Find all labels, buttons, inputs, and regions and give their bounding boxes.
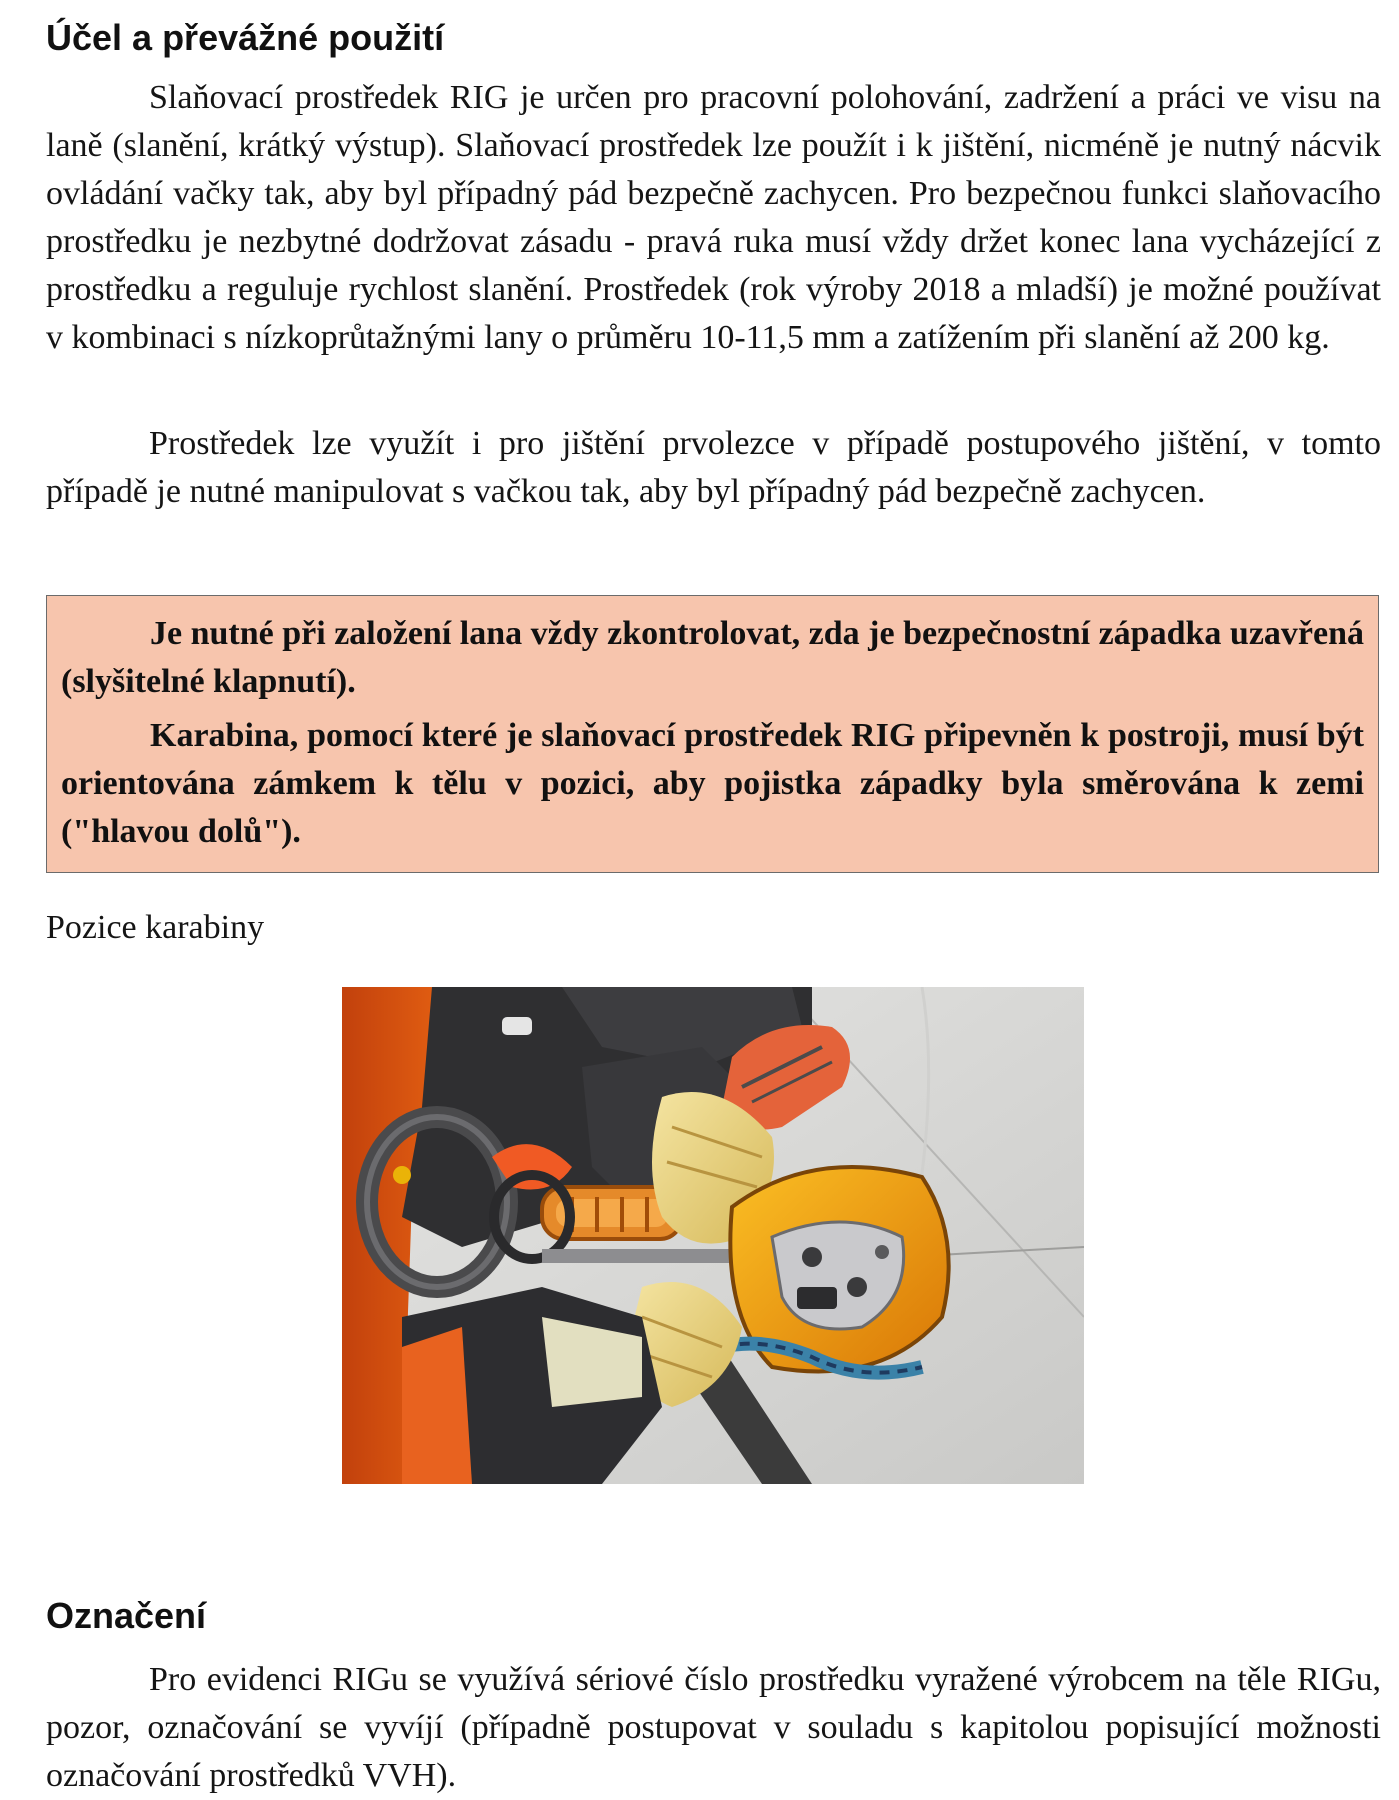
marking-paragraph-1: Pro evidenci RIGu se využívá sériové číslo prostředku vyražené výrobcem na těle RIGu, pozor, označování se vyvíjí (případně postupovat v souladu s kapitolou popisující možnosti označování prostředků VVH). bbox=[46, 1661, 1381, 1794]
purpose-paragraph-2: Prostředek lze využít i pro jištění prvolezce v případě postupového jištění, v tomto případě je nutné manipulovat s vačkou tak, aby byl případný pád bezpečně zachycen. bbox=[46, 425, 1381, 510]
warning-paragraph-latch: Je nutné při založení lana vždy zkontrolovat, zda je bezpečnostní západka uzavřená (slyšitelné klapnutí). bbox=[61, 615, 1364, 700]
purpose-paragraph-1: Slaňovací prostředek RIG je určen pro pracovní polohování, zadržení a práci ve visu na laně (slanění, krátký výstup). Slaňovací prostředek lze použít i k jištění, nicméně je nutný nácvik ovládání vačky tak, aby byl případný pád bezpečně zachycen. Pro bezpečnou funkci slaňovacího prostředku je nezbytné dodržovat zásadu - pravá ruka musí vždy držet konec lana vycházející z prostředku a reguluje rychlost slanění. Prostředek (rok výroby 2018 a mladší) je možné používat v kombinaci s nízkoprůtažnými lany o průměru 10-11,5 mm a zatížením při slanění až 200 kg. bbox=[46, 79, 1381, 356]
warning-paragraph-carabiner: Karabina, pomocí které je slaňovací prostředek RIG připevněn k postroji, musí být orientována zámkem k tělu v pozici, aby pojistka západky byla směrována k zemi ("hlavou dolů"). bbox=[61, 717, 1364, 850]
carabiner-position-photo bbox=[342, 987, 1084, 1484]
section-heading-marking: Označení bbox=[46, 1595, 207, 1636]
section-heading-purpose: Účel a převážné použití bbox=[46, 17, 445, 58]
warning-box bbox=[46, 595, 1379, 873]
figure-caption: Pozice karabiny bbox=[46, 909, 265, 946]
